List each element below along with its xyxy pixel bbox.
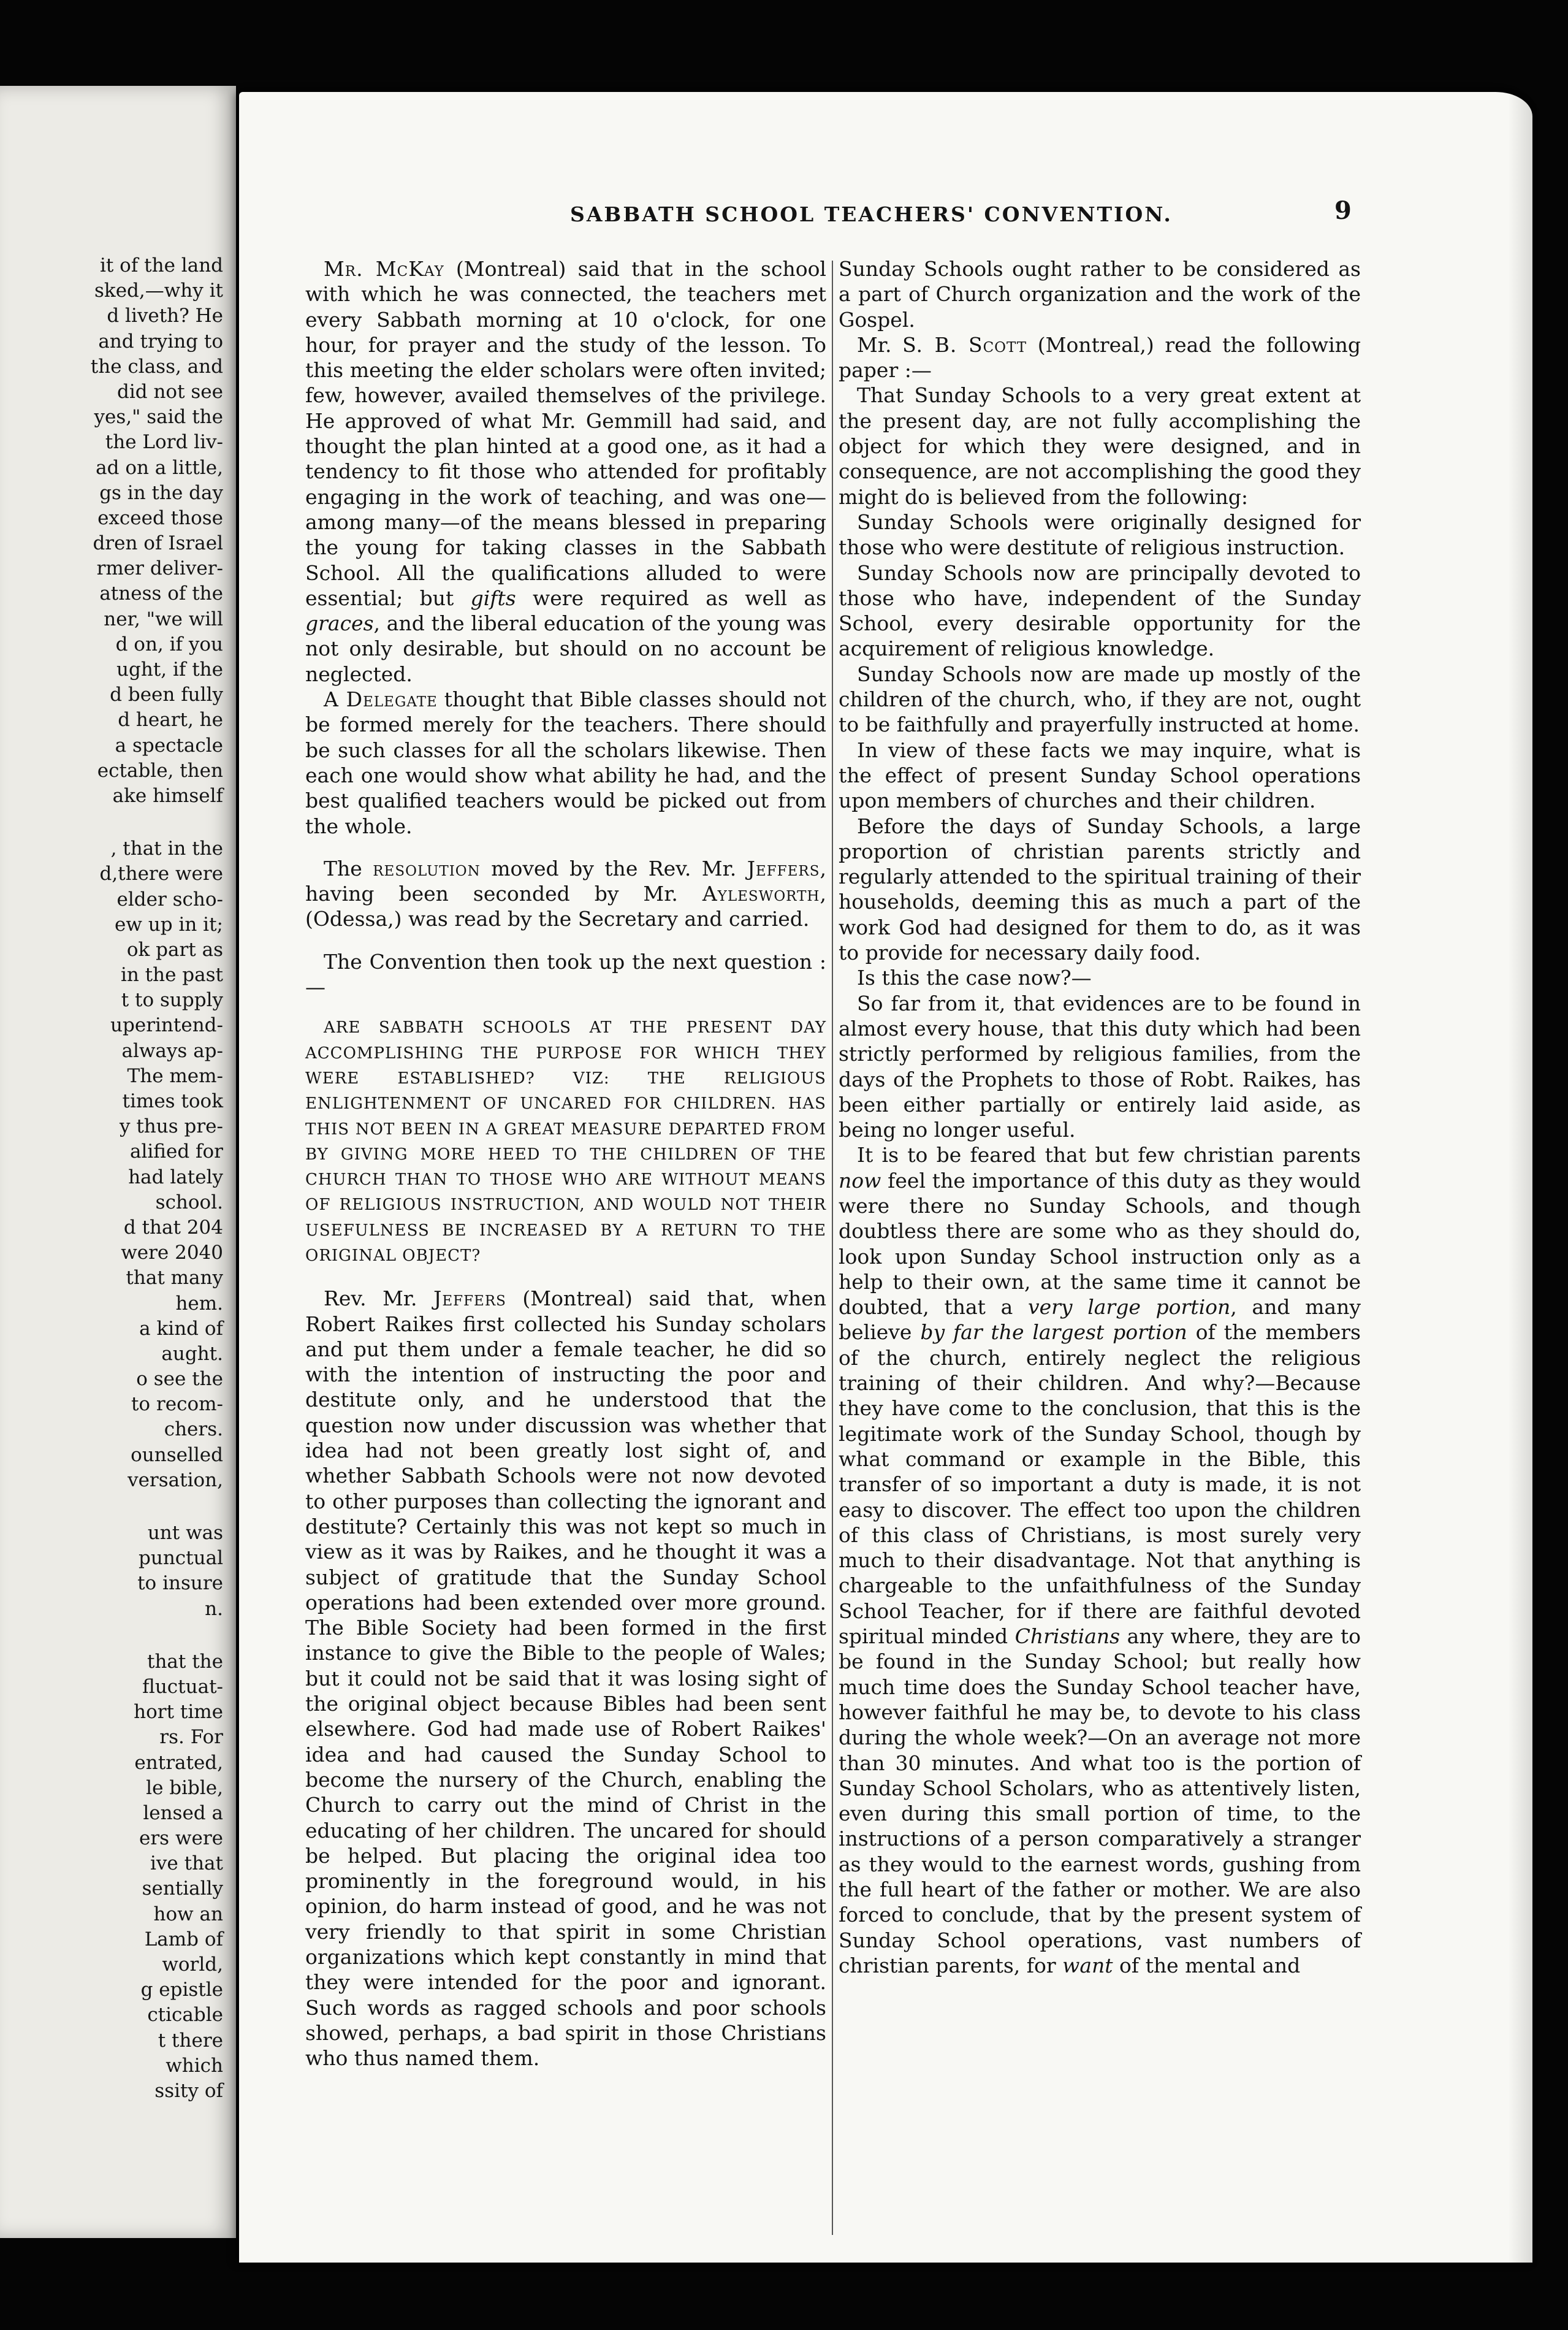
paragraph-resolution: The resolution moved by the Rev. Mr. Jeffers, having been seconded by Mr. Aylesworth, (Odessa,) was read by the Secretary and carried.	[305, 856, 826, 931]
running-head: SABBATH SCHOOL TEACHERS' CONVENTION.	[570, 202, 1173, 226]
facing-page-line: always ap-	[121, 1039, 223, 1062]
paragraph: Sunday Schools were originally designed for those who were destitute of religious instruction.	[839, 510, 1361, 560]
facing-page-line: cticable	[147, 2004, 223, 2026]
facing-page-line: atness of the	[99, 582, 223, 605]
facing-page-line: in the past	[120, 964, 223, 987]
facing-page-line: d heart, he	[118, 709, 223, 731]
facing-page-line: entrated,	[134, 1751, 223, 1774]
right-column	[839, 256, 1361, 1978]
left-column	[305, 256, 826, 2071]
facing-page-line: rs. For	[159, 1726, 223, 1749]
facing-page-line: it of the land	[99, 254, 223, 277]
facing-page-line: gs in the day	[99, 481, 223, 504]
paragraph-continued: Sunday Schools ought rather to be considered as a part of Church organization and the work of the Gospel.	[839, 257, 1361, 332]
facing-page-line: school.	[155, 1191, 223, 1213]
facing-page-line: that many	[126, 1267, 223, 1289]
facing-page-line: the Lord liv-	[105, 431, 223, 454]
facing-page-line: versation,	[127, 1469, 223, 1491]
paragraph: Before the days of Sunday Schools, a large proportion of christian parents strictly and regularly attended to the spiritual training of their households, deeming this as much a part of the work God had designed for them to do, as it was to provide for necessary daily food.	[839, 814, 1361, 965]
facing-page-line: a spectacle	[115, 734, 223, 757]
facing-page-line: exceed those	[97, 506, 223, 529]
facing-page-line: dren of Israel	[93, 532, 223, 555]
facing-page-line: d on, if you	[115, 633, 223, 655]
facing-page-text	[0, 253, 228, 2104]
facing-page-line: ew up in it;	[115, 913, 223, 936]
paragraph-mckay: Mr. McKay (Montreal) said that in the school with which he was connected, the teachers met every Sabbath morning at 10 o'clock, for one hour, for prayer and the study of the lesson. To this meeting the elder scholars were often invited; few, however, availed themselves of the privilege. He approved of what Mr. Gemmill had said, and thought the plan hinted at a good one, as it had a tendency to fit those who attended for profitably engaging in the work of teaching, and was one—among many—of the means blessed in preparing the young for taking classes in the Sabbath School. All the qualifications alluded to were essential; but gifts were required as well as graces, and the liberal education of the young was not only desirable, but should on no account be neglected.	[305, 257, 826, 686]
facing-page-line: d been fully	[110, 684, 223, 706]
question-heading: ARE SABBATH SCHOOLS AT THE PRESENT DAY ACCOMPLISHING THE PURPOSE FOR WHICH THEY WERE ESTABLISHED? VIZ: THE RELIGIOUS ENLIGHTENMENT OF UNCARED FOR CHILDREN. HAS THIS NOT BEEN IN A GREAT MEASURE DEPARTED FROM BY GIVING MORE HEED TO THE CHILDREN OF THE CHURCH THAN TO THOSE WHO ARE WITHOUT MEANS OF RELIGIOUS INSTRUCTION, AND WOULD NOT THEIR USEFULNESS BE INCREASED BY A RETURN TO THE ORIGINAL OBJECT?	[305, 1018, 826, 1265]
page-number: 9	[1334, 196, 1352, 225]
paragraph: That Sunday Schools to a very great extent at the present day, are not fully accomplishing the object for which they were designed, and in consequence, are not accomplishing the good they might do is believed from the following:	[839, 383, 1361, 509]
facing-page-line: to insure	[137, 1572, 223, 1595]
facing-page-line	[0, 809, 228, 836]
facing-page-line: ad on a little,	[96, 456, 223, 479]
facing-page-line: which	[166, 2054, 223, 2077]
facing-page-line: fluctuat-	[142, 1675, 223, 1698]
facing-page-line: , that in the	[110, 838, 223, 860]
facing-page-line: Lamb of	[144, 1928, 223, 1950]
facing-page-line	[0, 1493, 228, 1521]
facing-page-line: sked,—why it	[94, 280, 223, 302]
facing-page-line: le bible,	[146, 1776, 223, 1799]
paragraph: In view of these facts we may inquire, what is the effect of present Sunday School operations upon members of churches and their children.	[839, 738, 1361, 813]
facing-page-line: o see the	[136, 1368, 223, 1391]
facing-page-line: yes," said the	[94, 406, 223, 429]
paragraph: Is this the case now?—	[857, 966, 1092, 990]
facing-page-line: ers were	[139, 1827, 223, 1850]
paragraph-jeffers: Rev. Mr. Jeffers (Montreal) said that, when Robert Raikes first collected his Sunday scholars and put them under a female teacher, he did so with the intention of instructing the poor and destitute only, and he understood that the question now under discussion was whether that idea had not been greatly lost sight of, and whether Sabbath Schools were not now devoted to other purposes than collecting the ignorant and destitute? Certainly this was not kept so much in view as it was by Raikes, and he thought it was a subject of gratitude that the Sunday School operations had been extended over more ground. The Bible Society had been formed in the first instance to give the Bible to the people of Wales; but it could not be said that it was losing sight of the original object because Bibles had been sent elsewhere. God had made use of Robert Raikes' idea and had caused the Sunday School to become the nursery of the Church, enabling the Church to carry out the mind of Christ in the educating of her children. The uncared for should be helped. But placing the original idea too prominently in the foreground would, in his opinion, do harm instead of good, and he was not very friendly to that spirit in some Christian organizations which kept constantly in mind that they were intended for the poor and ignorant. Such words as ragged schools and poor schools showed, perhaps, a bad spirit in those Christians who thus named them.	[305, 1286, 826, 2071]
facing-page-line: ive that	[150, 1852, 223, 1875]
facing-page-line: were 2040	[121, 1242, 223, 1264]
facing-page-line: a kind of	[139, 1317, 223, 1340]
column-rule	[832, 261, 833, 2235]
facing-page-line: unt was	[147, 1522, 223, 1544]
facing-page-line: n.	[205, 1597, 223, 1620]
facing-page-line: t there	[158, 2029, 223, 2052]
facing-page-line: elder scho-	[116, 888, 223, 911]
facing-page-line	[0, 1622, 228, 1649]
facing-page-line: to recom-	[131, 1393, 223, 1416]
facing-page-line: ught, if the	[116, 659, 223, 681]
facing-page-line: that the	[147, 1650, 223, 1673]
book-page	[239, 92, 1532, 2263]
paragraph-scott: Mr. S. B. Scott (Montreal,) read the following paper :—	[839, 332, 1361, 383]
facing-page-line: the class, and	[90, 355, 223, 378]
facing-page-line: t to supply	[121, 989, 223, 1012]
facing-page-line: g epistle	[140, 1979, 223, 2001]
facing-page-edge	[0, 86, 236, 2238]
paragraph: Sunday Schools now are made up mostly of the children of the church, who, if they are not, ought to be faithfully and prayerfully instructed at home.	[839, 662, 1361, 737]
facing-page-line: and trying to	[98, 330, 223, 353]
facing-page-line: ner, "we will	[104, 608, 223, 630]
facing-page-line: sentially	[142, 1877, 223, 1900]
facing-page-line: ssity of	[154, 2079, 223, 2102]
facing-page-line: had lately	[128, 1166, 223, 1188]
facing-page-line: aught.	[161, 1342, 223, 1365]
facing-page-line: d,there were	[99, 863, 223, 885]
facing-page-line: d liveth? He	[107, 305, 223, 327]
paragraph: It is to be feared that but few christian parents now feel the importance of this duty as they would were there no Sunday Schools, and though doubtless there are some who as they should do, look upon Sunday School instruction only as a help to their own, at the same time it cannot be doubted, that a very large portion, and many believe by far the largest portion of the members of the church, entirely neglect the religious training of their children. And why?—Because they have come to the conclusion, that this is the legitimate work of the Sunday School, though by what command or example in the Bible, this transfer of so important a duty is made, it is not easy to discover. The effect too upon the children of this class of Christians, is most surely very much to their disadvantage. Not that anything is chargeable to the unfaithfulness of the Sunday School Teacher, for if there are faithful devoted spiritual minded Christians any where, they are to be found in the Sunday School; but really how much time does the Sunday School teacher have, however faithful he may be, to devote to his class during the whole week?—On an average not more than 30 minutes. And what too is the portion of Sunday School Scholars, who as attentively listen, even during this small portion of time, to the instructions of a person comparatively a stranger as they would to the earnest words, gushing from the full heart of the father or mother. We are also forced to conclude, that by the present system of Sunday School operations, vast numbers of christian parents, for want of the mental and	[839, 1143, 1361, 1977]
facing-page-line: ok part as	[126, 938, 223, 961]
facing-page-line: did not see	[117, 380, 223, 403]
paragraph: Sunday Schools now are principally devoted to those who have, independent of the Sunday School, every desirable opportunity for the acquirement of religious knowledge.	[839, 560, 1361, 661]
facing-page-line: world,	[162, 1954, 223, 1976]
paragraph-next-question: The Convention then took up the next question :—	[305, 949, 826, 999]
facing-page-line: d that 204	[123, 1216, 223, 1239]
facing-page-line: alified for	[130, 1140, 223, 1163]
facing-page-line: ounselled	[131, 1443, 223, 1466]
facing-page-line: The mem-	[127, 1064, 223, 1087]
facing-page-line: rmer deliver-	[96, 557, 223, 580]
facing-page-line: punctual	[139, 1547, 223, 1570]
facing-page-line: times took	[122, 1090, 223, 1112]
facing-page-line: y thus pre-	[119, 1115, 223, 1138]
facing-page-line: hem.	[175, 1292, 223, 1315]
paragraph: So far from it, that evidences are to be found in almost every house, that this duty which had been strictly performed by religious families, from the days of the Prophets to those of Robt. Raikes, has been either partially or entirely laid aside, as being no longer useful.	[839, 991, 1361, 1142]
facing-page-line: ectable, then	[97, 759, 223, 782]
facing-page-line: uperintend-	[110, 1014, 223, 1037]
facing-page-line: ake himself	[112, 784, 223, 807]
facing-page-line: lensed a	[143, 1801, 223, 1824]
paragraph-delegate: A Delegate thought that Bible classes should not be formed merely for the teachers. There should be such classes for all the scholars likewise. Then each one would show what ability he had, and the best qualified teachers would be picked out from the whole.	[305, 687, 826, 838]
facing-page-line: how an	[153, 1903, 223, 1925]
facing-page-line: hort time	[134, 1701, 223, 1724]
facing-page-line: chers.	[164, 1418, 223, 1441]
